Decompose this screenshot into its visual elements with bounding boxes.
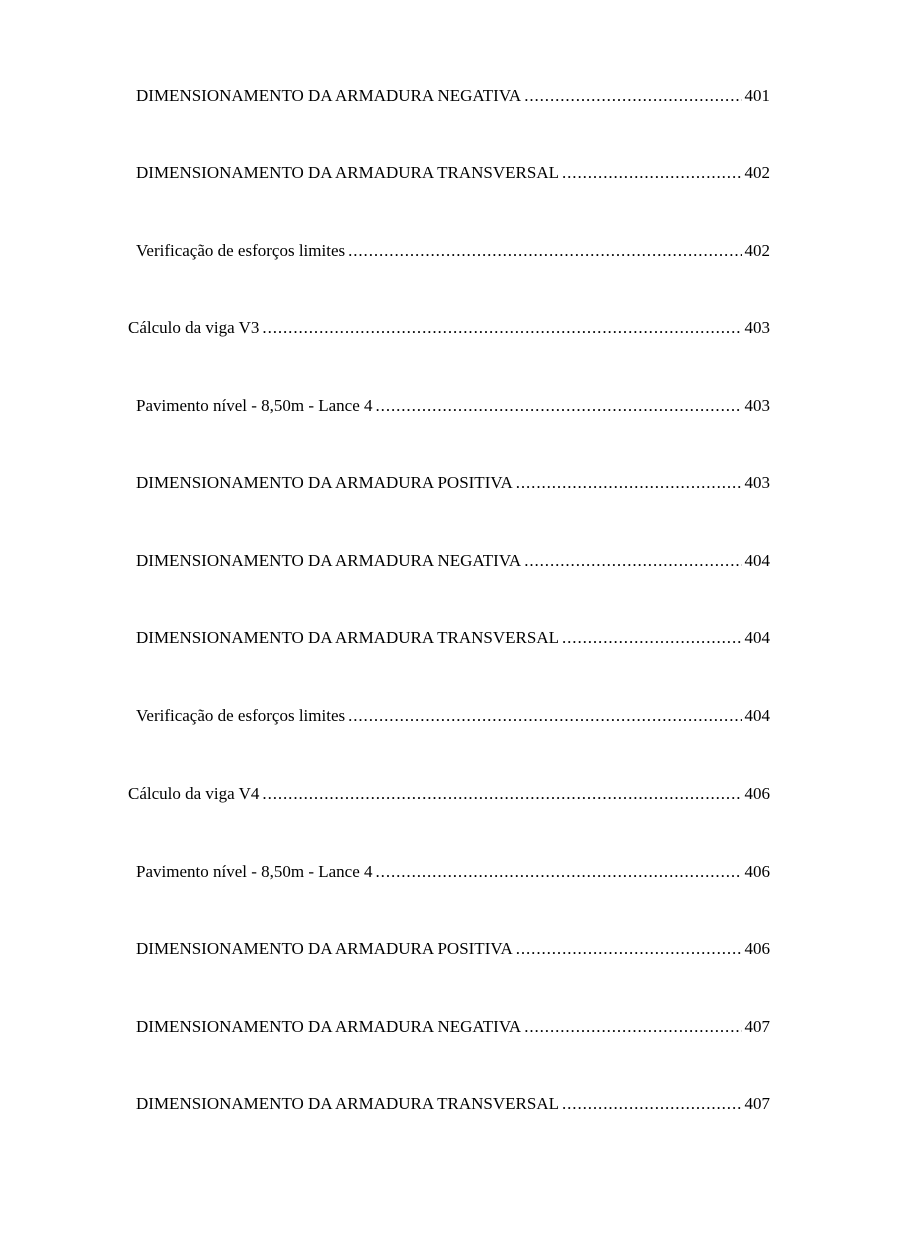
toc-dot-leader — [516, 473, 742, 493]
toc-entry[interactable] — [136, 241, 770, 261]
toc-entry[interactable] — [136, 86, 770, 106]
toc-entry-title: DIMENSIONAMENTO DA ARMADURA TRANSVERSAL — [136, 163, 559, 182]
toc-entry[interactable] — [136, 1017, 770, 1037]
toc-page-number: 404 — [744, 706, 770, 725]
toc-entry-title: Verificação de esforços limites — [136, 241, 346, 260]
toc-dot-leader — [524, 1017, 741, 1037]
toc-entry-title: DIMENSIONAMENTO DA ARMADURA POSITIVA — [136, 473, 513, 492]
toc-dot-leader — [348, 241, 741, 261]
toc-entry-title: Pavimento nível - 8,50m - Lance 4 — [136, 396, 373, 415]
toc-dot-leader — [524, 86, 741, 106]
toc-entry-title: DIMENSIONAMENTO DA ARMADURA NEGATIVA — [136, 1017, 522, 1036]
toc-entry[interactable] — [136, 163, 770, 183]
toc-dot-leader — [376, 862, 742, 882]
toc-entry[interactable] — [136, 628, 770, 648]
toc-page-number: 404 — [744, 628, 770, 647]
toc-page-number: 403 — [744, 318, 770, 337]
toc-entry[interactable] — [136, 939, 770, 959]
toc-entry[interactable] — [136, 551, 770, 571]
toc-dot-leader — [516, 939, 742, 959]
toc-entry-title: DIMENSIONAMENTO DA ARMADURA TRANSVERSAL — [136, 1094, 559, 1113]
toc-dot-leader — [262, 784, 741, 804]
toc-page-number: 402 — [744, 163, 770, 182]
toc-dot-leader — [348, 706, 741, 726]
toc-entry[interactable] — [128, 318, 770, 338]
toc-dot-leader — [562, 163, 742, 183]
toc-entry-title: DIMENSIONAMENTO DA ARMADURA TRANSVERSAL — [136, 628, 559, 647]
toc-entry[interactable] — [128, 784, 770, 804]
toc-entry-title: Cálculo da viga V4 — [128, 784, 260, 803]
toc-page-number: 407 — [744, 1094, 770, 1113]
toc-entry-title: DIMENSIONAMENTO DA ARMADURA NEGATIVA — [136, 86, 522, 105]
toc-page-number: 404 — [744, 551, 770, 570]
toc-page-number: 403 — [744, 396, 770, 415]
toc-page-number: 406 — [744, 862, 770, 881]
toc-dot-leader — [524, 551, 741, 571]
toc-page-number: 403 — [744, 473, 770, 492]
toc-entry-title: Cálculo da viga V3 — [128, 318, 260, 337]
toc-page-number: 406 — [744, 939, 770, 958]
toc-entry-title: Pavimento nível - 8,50m - Lance 4 — [136, 862, 373, 881]
toc-dot-leader — [562, 1094, 742, 1114]
toc-entry[interactable] — [136, 706, 770, 726]
toc-entry[interactable] — [136, 473, 770, 493]
toc-entry-title: Verificação de esforços limites — [136, 706, 346, 725]
toc-page-number: 401 — [744, 86, 770, 105]
toc-page-number: 402 — [744, 241, 770, 260]
toc-page-number: 406 — [744, 784, 770, 803]
toc-dot-leader — [376, 396, 742, 416]
toc-entry[interactable] — [136, 396, 770, 416]
toc-dot-leader — [262, 318, 741, 338]
toc-page-number: 407 — [744, 1017, 770, 1036]
toc-entry-title: DIMENSIONAMENTO DA ARMADURA NEGATIVA — [136, 551, 522, 570]
toc-entry[interactable] — [136, 862, 770, 882]
toc-entry-title: DIMENSIONAMENTO DA ARMADURA POSITIVA — [136, 939, 513, 958]
toc-dot-leader — [562, 628, 742, 648]
toc-entry[interactable] — [136, 1094, 770, 1114]
